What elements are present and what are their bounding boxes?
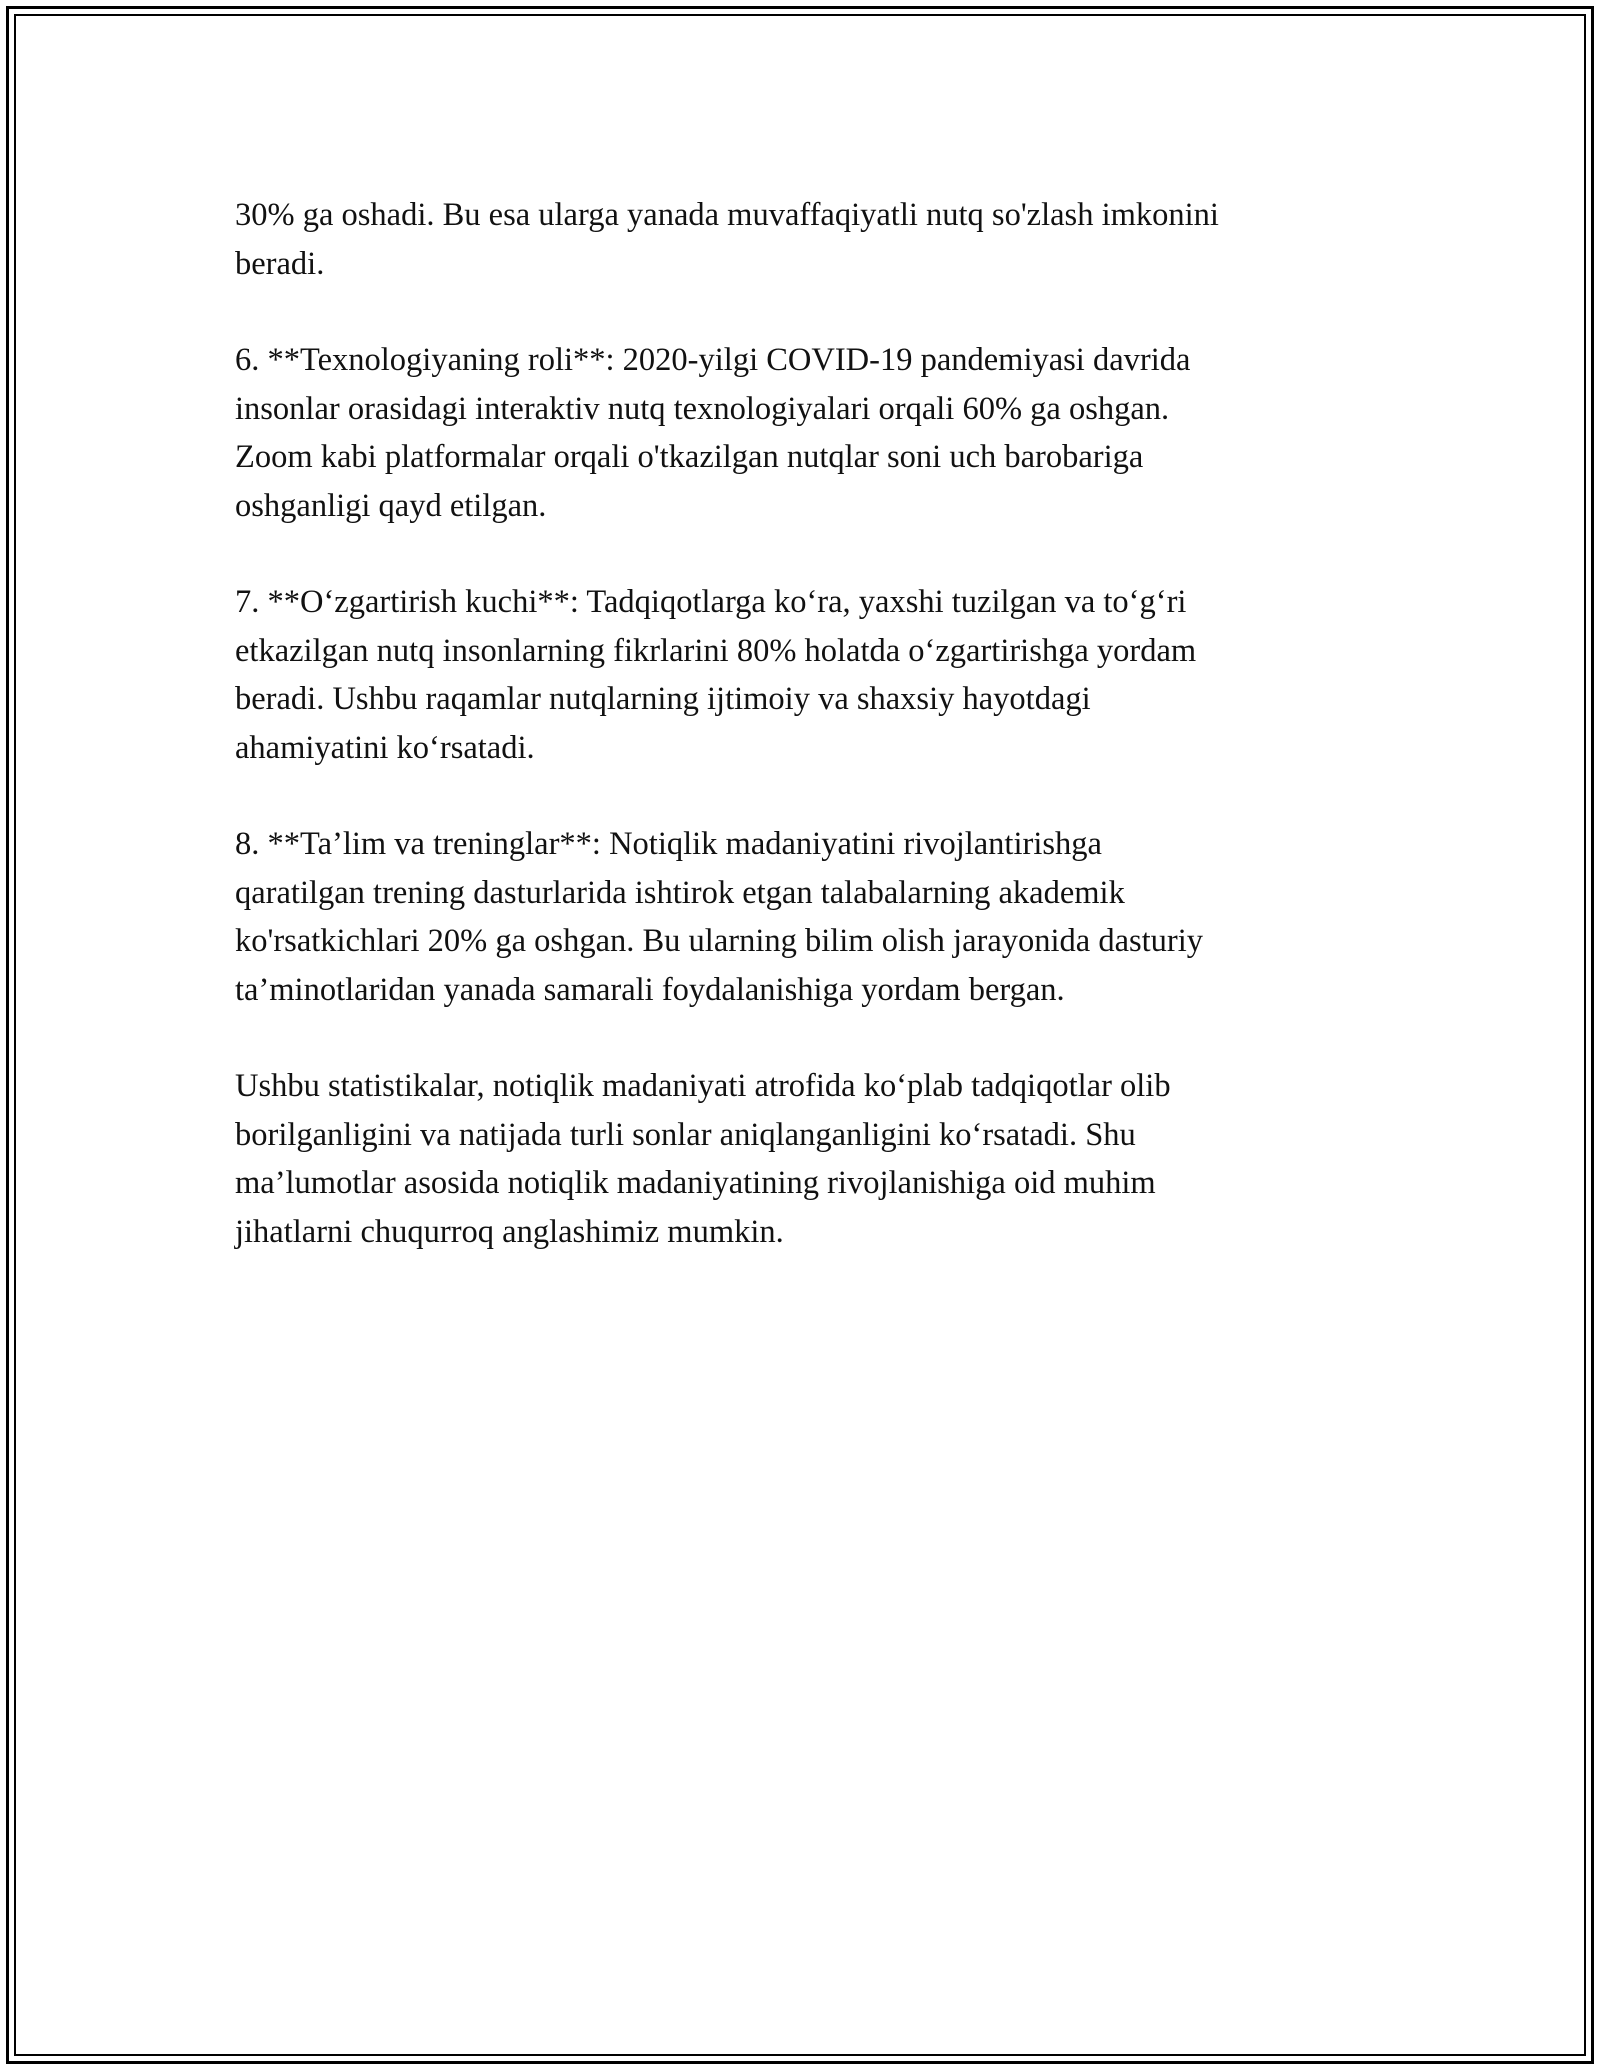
text-line: 7. **O‘zgartirish kuchi**: Tadqiqotlarga ko‘ra, yaxshi tuzilgan va to‘g‘ri [235,584,1187,620]
text-line: etkazilgan nutq insonlarning fikrlarini 80% holatda o‘zgartirishga yordam [235,632,1197,669]
text-line: qaratilgan trening dasturlarida ishtirok etgan talabalarning akademik [235,874,1125,911]
text-line: beradi. Ushbu raqamlar nutqlarning ijtimoiy va shaxsiy hayotdagi [235,681,1091,717]
text-line: jihatlarni chuqurroq anglashimiz mumkin. [235,1213,784,1250]
paragraph-item-8 [235,820,1375,1014]
text-line: beradi. [235,245,325,282]
paragraph-item-7 [235,578,1375,772]
paragraph-conclusion [235,1062,1375,1256]
text-line: Zoom kabi platformalar orqali o'tkazilgan nutqlar soni uch barobariga [235,439,1144,475]
text-line: ko'rsatkichlari 20% ga oshgan. Bu ularning bilim olish jarayonida dasturiy [235,923,1204,959]
text-line: ma’lumotlar asosida notiqlik madaniyatining rivojlanishiga oid muhim [235,1165,1156,1201]
paragraph-item-6 [235,336,1375,530]
document-body [235,191,1375,1304]
text-line: ahamiyatini ko‘rsatadi. [235,729,535,766]
text-line: ta’minotlaridan yanada samarali foydalanishiga yordam bergan. [235,971,1065,1008]
text-line: borilganligini va natijada turli sonlar aniqlanganligini ko‘rsatadi. Shu [235,1116,1136,1153]
paragraph-continuation [235,191,1375,288]
text-line: oshganligi qayd etilgan. [235,487,547,524]
text-line: 8. **Ta’lim va treninglar**: Notiqlik madaniyatini rivojlantirishga [235,826,1102,862]
text-line: 6. **Texnologiyaning roli**: 2020-yilgi COVID-19 pandemiyasi davrida [235,342,1191,378]
text-line: Ushbu statistikalar, notiqlik madaniyati atrofida ko‘plab tadqiqotlar olib [235,1068,1171,1104]
text-line: 30% ga oshadi. Bu esa ularga yanada muvaffaqiyatli nutq so'zlash imkonini [235,197,1219,233]
text-line: insonlar orasidagi interaktiv nutq texnologiyalari orqali 60% ga oshgan. [235,390,1170,427]
